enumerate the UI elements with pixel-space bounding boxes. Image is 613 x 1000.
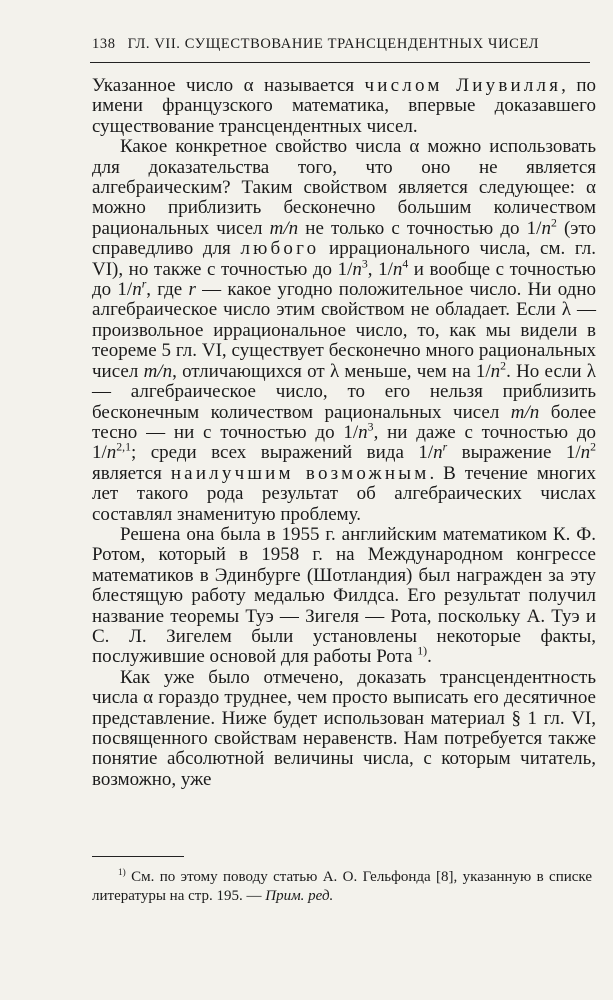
text-run: ; среди всех выражений вида 1/ bbox=[131, 442, 434, 464]
text-run: , где bbox=[146, 279, 189, 301]
math-exponent: r bbox=[141, 277, 147, 291]
text-run: является bbox=[92, 462, 171, 484]
math-var: n bbox=[490, 360, 501, 382]
paragraph-2 bbox=[92, 137, 596, 525]
math-var: n bbox=[541, 217, 551, 239]
editor-note: Прим. ред. bbox=[265, 888, 334, 904]
math-fraction: m/n bbox=[510, 401, 540, 423]
paragraph-4 bbox=[92, 668, 596, 790]
text-run: Решена она была в 1955 г. английским математиком К. Ф. Ротом, который в 1958 г. на Международном конгрессе математиков в Эдинбурге (Шотландия) был награжден за эту блестящую работу медалью Филдса. Его результат получил название теоремы Туэ — Зигеля — Рота, поскольку А. Туэ и С. Л. Зигелем были установлены некоторые факты, послужившие основой для работы Рота bbox=[92, 523, 596, 668]
text-run: иррационального числа, см. гл. VI), но также с точностью до 1/ bbox=[92, 238, 596, 280]
math-var: r bbox=[188, 279, 196, 301]
text-run: Какое конкретное свойство числа α можно использовать для доказательства того, что оно не является алгебраическим? Таким свойством является следующее: α можно приблизить бесконечно большим количеством рациональных чисел bbox=[92, 136, 596, 239]
spaced-term: числом Лиувилля bbox=[364, 75, 562, 96]
main-text bbox=[92, 76, 596, 790]
footnote-mark: 1) bbox=[118, 868, 126, 878]
footnote-reference: 1) bbox=[417, 645, 428, 659]
math-exponent: 2,1 bbox=[116, 440, 131, 454]
math-var: n bbox=[358, 421, 368, 443]
math-exponent: 2 bbox=[500, 359, 507, 373]
math-fraction: m/n bbox=[143, 360, 173, 382]
math-exponent: 3 bbox=[361, 257, 368, 271]
spaced-term: наилучшим возможным bbox=[170, 462, 430, 484]
text-run: (это справедливо для bbox=[92, 217, 596, 260]
math-var: n bbox=[580, 442, 591, 464]
text-run: более тесно — ни с точностью до 1/ bbox=[92, 401, 597, 443]
math-var: n bbox=[433, 442, 443, 464]
text-run: Как уже было отмечено, доказать трансцендентность числа α гораздо труднее, чем просто выписать его десятичное представление. Ниже будет использован материал § 1 гл. VI, посвященного свойствам неравенств. Нам потребуется также понятие абсолютной величины числа, с которым читатель, возможно, уже bbox=[92, 666, 596, 790]
text-run: и вообще с точностью до 1/ bbox=[92, 258, 596, 301]
page-number: 138 bbox=[92, 36, 116, 52]
math-exponent: 3 bbox=[367, 420, 374, 434]
paragraph-3 bbox=[92, 525, 596, 668]
text-run: , по имени французского математика, впервые доказавшего существование трансцендентных чисел. bbox=[92, 75, 597, 137]
footnote bbox=[92, 868, 592, 906]
math-exponent: 2 bbox=[550, 216, 557, 230]
math-exponent: r bbox=[442, 440, 448, 454]
text-run: Указанное число α называется bbox=[92, 75, 365, 96]
chapter-title: ГЛ. VII. СУЩЕСТВОВАНИЕ ТРАНСЦЕНДЕНТНЫХ ЧИСЕЛ bbox=[127, 36, 540, 52]
paragraph-1 bbox=[92, 76, 596, 137]
math-var: n bbox=[352, 258, 362, 280]
header-rule bbox=[90, 62, 590, 63]
math-fraction: m/n bbox=[269, 217, 299, 239]
text-run: , отличающихся от λ меньше, чем на 1/ bbox=[172, 360, 491, 382]
spaced-term: любого bbox=[240, 238, 320, 260]
math-var: n bbox=[106, 442, 117, 464]
text-run: выражение 1/ bbox=[447, 442, 581, 464]
footnote-rule bbox=[92, 856, 184, 857]
math-var: n bbox=[132, 279, 142, 301]
running-head bbox=[92, 36, 590, 53]
math-exponent: 2 bbox=[590, 440, 596, 454]
text-run: . bbox=[427, 646, 432, 668]
math-exponent: 4 bbox=[402, 257, 409, 271]
footnote-text: См. по этому поводу статью А. О. Гельфонда [8], указанную в списке литературы на стр. 195. — bbox=[92, 869, 592, 904]
text-run: — какое угодно положительное число. Ни одно алгебраическое число этим свойством не обладает. Если λ — произвольное иррациональное число, то, как мы видели в теореме 5 гл. VI, существует бесконечно много рациональных чисел bbox=[92, 279, 597, 382]
text-run: , ни даже с точностью до 1/ bbox=[92, 421, 596, 464]
text-run: . В течение многих лет такого рода результат об алгебраических числах составлял знаменитую проблему. bbox=[92, 462, 596, 525]
text-run: , 1/ bbox=[367, 258, 393, 280]
text-run: не только с точностью до 1/ bbox=[298, 217, 542, 239]
math-var: n bbox=[392, 258, 403, 280]
text-run: . Но если λ — алгебраическое число, то его нельзя приблизить бесконечным количеством рациональных чисел bbox=[92, 360, 596, 423]
